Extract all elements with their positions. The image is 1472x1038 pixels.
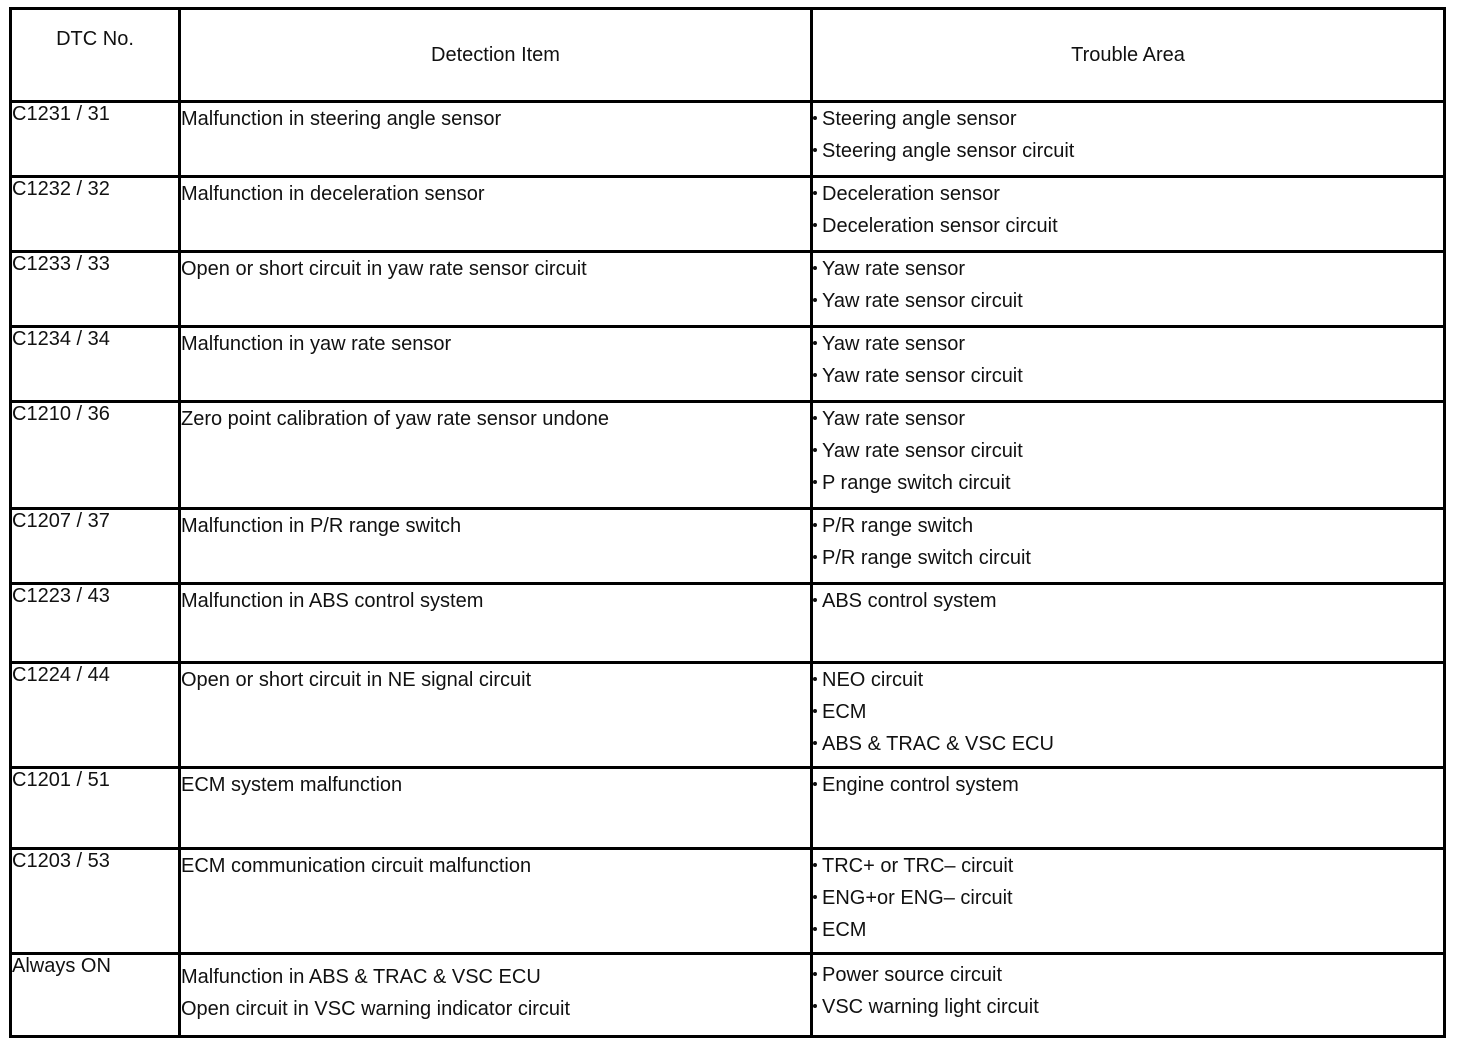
bullet-icon — [813, 416, 817, 420]
trouble-area-text: Yaw rate sensor circuit — [822, 290, 1023, 312]
bullet-icon — [813, 480, 817, 484]
table-row — [11, 102, 1445, 177]
bullet-icon — [813, 223, 817, 227]
trouble-area — [812, 954, 1445, 1037]
list-item — [813, 542, 1443, 574]
detection-line: Open or short circuit in NE signal circuit — [181, 669, 532, 691]
trouble-area-text: P/R range switch circuit — [822, 547, 1031, 569]
table-row — [11, 402, 1445, 509]
list-item — [813, 696, 1443, 728]
dtc-code: C1233 / 33 — [11, 252, 180, 327]
trouble-area-list — [813, 769, 1443, 801]
detection-item — [180, 402, 812, 509]
trouble-area-text: ABS & TRAC & VSC ECU — [822, 733, 1054, 755]
list-item — [813, 253, 1443, 285]
list-item — [813, 210, 1443, 242]
trouble-area-list — [813, 103, 1443, 167]
detection-line: Open or short circuit in yaw rate sensor circuit — [181, 258, 587, 280]
detection-item — [180, 102, 812, 177]
dtc-code: C1207 / 37 — [11, 509, 180, 584]
trouble-area — [812, 768, 1445, 849]
list-item — [813, 510, 1443, 542]
trouble-area-list — [813, 959, 1443, 1023]
dtc-code: C1210 / 36 — [11, 402, 180, 509]
detection-line: Malfunction in ABS control system — [181, 590, 484, 612]
bullet-icon — [813, 1004, 817, 1008]
header-row — [11, 9, 1445, 102]
list-item — [813, 585, 1443, 617]
trouble-area-text: NEO circuit — [822, 669, 924, 691]
dtc-code: C1234 / 34 — [11, 327, 180, 402]
bullet-icon — [813, 523, 817, 527]
table-row — [11, 954, 1445, 1037]
dtc-code: C1223 / 43 — [11, 584, 180, 663]
trouble-area-text: ABS control system — [822, 590, 997, 612]
list-item — [813, 882, 1443, 914]
trouble-area-text: VSC warning light circuit — [822, 996, 1039, 1018]
table-row — [11, 768, 1445, 849]
detection-line: Malfunction in ABS & TRAC & VSC ECU — [181, 966, 541, 988]
bullet-icon — [813, 741, 817, 745]
detection-line: Zero point calibration of yaw rate sensor undone — [181, 408, 610, 430]
detection-item — [180, 252, 812, 327]
detection-item — [180, 849, 812, 954]
trouble-area-text: Steering angle sensor circuit — [822, 140, 1075, 162]
list-item — [813, 135, 1443, 167]
trouble-area-text: ENG+or ENG– circuit — [822, 887, 1013, 909]
list-item — [813, 664, 1443, 696]
trouble-area-list — [813, 585, 1443, 617]
bullet-icon — [813, 116, 817, 120]
trouble-area — [812, 663, 1445, 768]
list-item — [813, 728, 1443, 760]
list-item — [813, 178, 1443, 210]
trouble-area — [812, 102, 1445, 177]
trouble-area-text: Yaw rate sensor circuit — [822, 440, 1023, 462]
trouble-area-list — [813, 178, 1443, 242]
trouble-area — [812, 327, 1445, 402]
detection-item — [180, 768, 812, 849]
trouble-area-text: Yaw rate sensor — [822, 408, 966, 430]
trouble-area-list — [813, 403, 1443, 499]
trouble-area-text: Yaw rate sensor — [822, 258, 966, 280]
trouble-area-text: ECM — [822, 919, 867, 941]
bullet-icon — [813, 972, 817, 976]
list-item — [813, 991, 1443, 1023]
trouble-area — [812, 584, 1445, 663]
trouble-area — [812, 177, 1445, 252]
dtc-code: C1203 / 53 — [11, 849, 180, 954]
header-detection-item: Detection Item — [180, 9, 812, 102]
bullet-icon — [813, 555, 817, 559]
dtc-code: Always ON — [11, 954, 180, 1037]
bullet-icon — [813, 373, 817, 377]
table-row — [11, 509, 1445, 584]
list-item — [813, 360, 1443, 392]
trouble-area — [812, 509, 1445, 584]
header-dtc-no: DTC No. — [11, 9, 180, 102]
detection-line: Malfunction in deceleration sensor — [181, 183, 485, 205]
table-row — [11, 663, 1445, 768]
dtc-table — [9, 7, 1446, 1038]
dtc-code: C1201 / 51 — [11, 768, 180, 849]
trouble-area-text: Deceleration sensor — [822, 183, 1000, 205]
trouble-area-list — [813, 253, 1443, 317]
detection-line: ECM communication circuit malfunction — [181, 855, 532, 877]
list-item — [813, 403, 1443, 435]
bullet-icon — [813, 341, 817, 345]
bullet-icon — [813, 266, 817, 270]
bullet-icon — [813, 191, 817, 195]
bullet-icon — [813, 927, 817, 931]
trouble-area-text: Steering angle sensor — [822, 108, 1017, 130]
table-row — [11, 177, 1445, 252]
detection-line: ECM system malfunction — [181, 774, 403, 796]
list-item — [813, 769, 1443, 801]
list-item — [813, 435, 1443, 467]
bullet-icon — [813, 782, 817, 786]
list-item — [813, 285, 1443, 317]
detection-line: Malfunction in steering angle sensor — [181, 108, 502, 130]
bullet-icon — [813, 598, 817, 602]
detection-item — [180, 177, 812, 252]
trouble-area-text: P/R range switch — [822, 515, 974, 537]
trouble-area — [812, 402, 1445, 509]
trouble-area — [812, 849, 1445, 954]
detection-line: Malfunction in P/R range switch — [181, 515, 462, 537]
trouble-area-text: P range switch circuit — [822, 472, 1011, 494]
list-item — [813, 328, 1443, 360]
bullet-icon — [813, 298, 817, 302]
detection-line: Malfunction in yaw rate sensor — [181, 333, 452, 355]
bullet-icon — [813, 895, 817, 899]
detection-item — [180, 663, 812, 768]
header-trouble-area: Trouble Area — [812, 9, 1445, 102]
list-item — [813, 914, 1443, 946]
trouble-area-text: Yaw rate sensor — [822, 333, 966, 355]
dtc-code: C1231 / 31 — [11, 102, 180, 177]
dtc-code: C1224 / 44 — [11, 663, 180, 768]
trouble-area-list — [813, 510, 1443, 574]
detection-item — [180, 509, 812, 584]
trouble-area-text: Yaw rate sensor circuit — [822, 365, 1023, 387]
bullet-icon — [813, 148, 817, 152]
bullet-icon — [813, 863, 817, 867]
trouble-area-text: TRC+ or TRC– circuit — [822, 855, 1014, 877]
table-row — [11, 584, 1445, 663]
trouble-area-text: ECM — [822, 701, 867, 723]
trouble-area-text: Deceleration sensor circuit — [822, 215, 1058, 237]
trouble-area-text: Power source circuit — [822, 964, 1003, 986]
table-row — [11, 252, 1445, 327]
bullet-icon — [813, 448, 817, 452]
table-row — [11, 327, 1445, 402]
detection-line: Open circuit in VSC warning indicator circuit — [181, 998, 571, 1020]
list-item — [813, 103, 1443, 135]
bullet-icon — [813, 677, 817, 681]
list-item — [813, 850, 1443, 882]
trouble-area-text: Engine control system — [822, 774, 1019, 796]
list-item — [813, 959, 1443, 991]
trouble-area-list — [813, 328, 1443, 392]
trouble-area — [812, 252, 1445, 327]
detection-item — [180, 954, 812, 1037]
detection-item — [180, 327, 812, 402]
trouble-area-list — [813, 664, 1443, 760]
trouble-area-list — [813, 850, 1443, 946]
bullet-icon — [813, 709, 817, 713]
table-row — [11, 849, 1445, 954]
detection-item — [180, 584, 812, 663]
list-item — [813, 467, 1443, 499]
dtc-code: C1232 / 32 — [11, 177, 180, 252]
